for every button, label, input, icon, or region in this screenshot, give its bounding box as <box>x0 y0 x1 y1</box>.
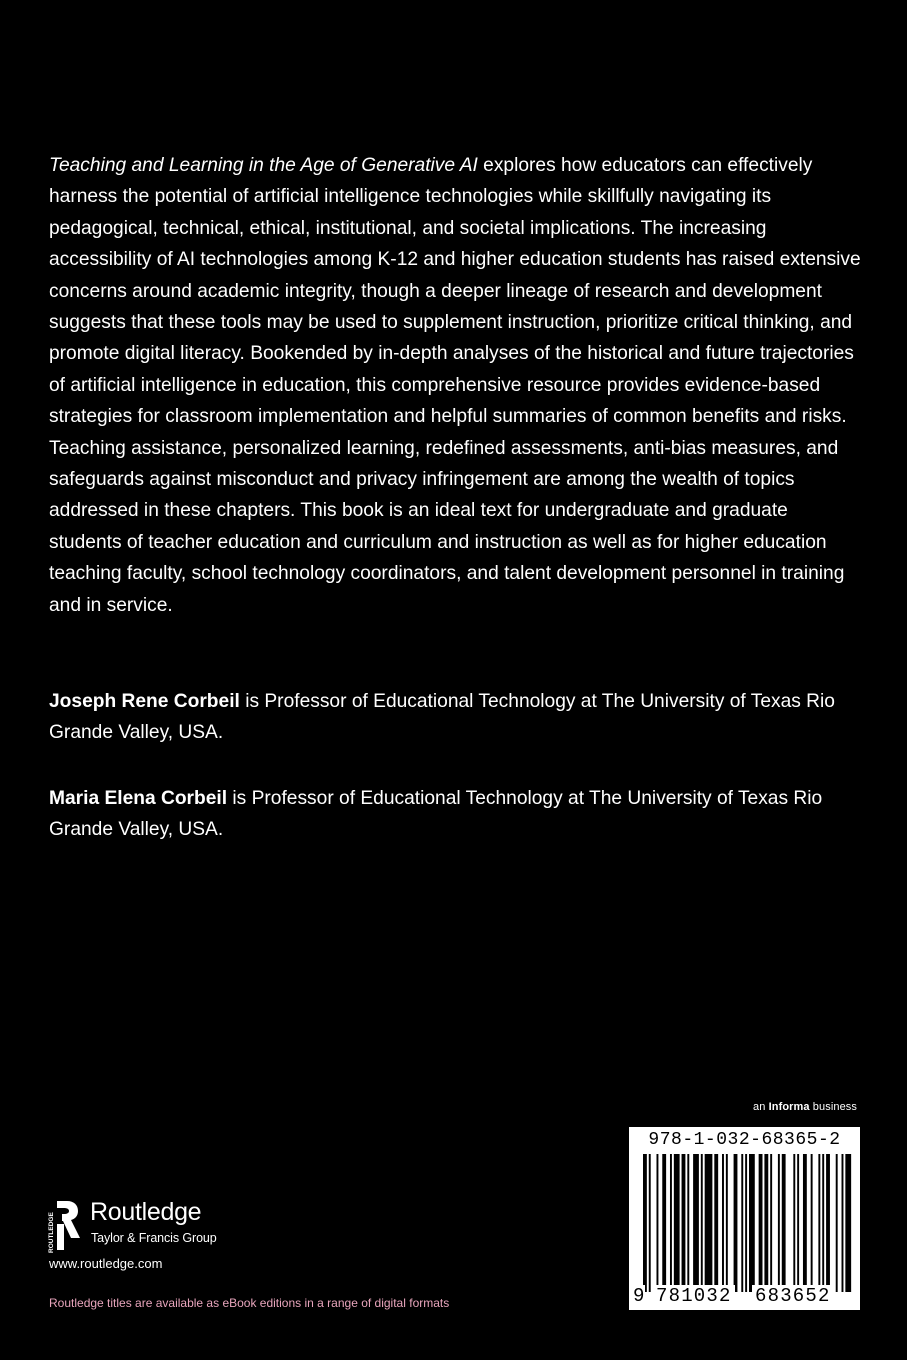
barcode-bar <box>734 1154 738 1292</box>
barcode-bar <box>782 1154 786 1292</box>
barcode-bar <box>656 1154 658 1292</box>
barcode-bar <box>793 1154 795 1292</box>
barcode-bar <box>674 1154 680 1292</box>
barcode-bar <box>662 1154 666 1292</box>
barcode-bar <box>818 1154 820 1292</box>
routledge-logo <box>45 1198 245 1254</box>
barcode-digit-first: 9 <box>633 1285 645 1307</box>
barcode-bar <box>701 1154 703 1292</box>
barcode-bar <box>803 1154 807 1292</box>
routledge-logo-mark <box>45 1198 83 1254</box>
barcode-bar <box>749 1154 755 1292</box>
barcode-bar <box>687 1154 689 1292</box>
isbn-barcode <box>629 1127 860 1310</box>
author-bio-text-1: is Professor of Educational Technology at The University of Texas Rio Grande Valley, USA. <box>49 691 835 744</box>
publisher-website: www.routledge.com <box>49 1256 163 1271</box>
informa-brand: Informa <box>768 1101 810 1113</box>
book-title-italic: Teaching and Learning in the Age of Generative AI <box>49 155 478 176</box>
author-name-2: Maria Elena Corbeil <box>49 788 228 809</box>
barcode-bar <box>705 1154 713 1292</box>
ebook-availability-note: Routledge titles are available as eBook editions in a range of digital formats <box>49 1296 450 1310</box>
barcode-bar <box>759 1154 763 1292</box>
book-description <box>49 150 864 621</box>
barcode-bar <box>722 1154 724 1292</box>
publisher-group: Taylor & Francis Group <box>91 1231 217 1245</box>
barcode-bar <box>764 1154 768 1292</box>
barcode-bar <box>845 1154 851 1292</box>
barcode-bar <box>822 1154 824 1292</box>
description-text: explores how educators can effectively harness the potential of artificial intelligence technologies while skillfully navigating its pedagogical, technical, ethical, institutional, and societal implications. The increasing accessibility of AI technologies among K-12 and higher education students has raised extensive concerns around academic integrity, though a deeper lineage of research and development suggests that these tools may be used to supplement instruction, prioritize critical thinking, and promote digital literacy. Bookended by in-depth analyses of the historical and future trajectories of artificial intelligence in education, this comprehensive resource provides evidence-based strategies for classroom implementation and helpful summaries of common benefits and risks. Teaching assistance, personalized learning, redefined assessments, anti-bias measures, and safeguards against misconduct and privacy infringement are among the wealth of topics addressed in these chapters. This book is an ideal text for undergraduate and graduate students of teacher education and curriculum and instruction as well as for higher education teaching faculty, school technology coordinators, and talent development personnel in training and in service. <box>49 155 861 616</box>
author-bio-2 <box>49 783 864 846</box>
barcode-bar <box>726 1154 728 1292</box>
barcode-bar <box>778 1154 780 1292</box>
barcode-bar <box>842 1154 844 1292</box>
barcode-bar <box>714 1154 718 1292</box>
barcode-digits-left: 781032 <box>653 1285 735 1307</box>
barcode-bar <box>745 1154 747 1292</box>
isbn-number: 978-1-032-68365-2 <box>648 1130 841 1150</box>
barcode-bar <box>682 1154 686 1292</box>
barcode-bar <box>741 1154 743 1292</box>
barcode-bar <box>811 1154 813 1292</box>
barcode-bar <box>770 1154 772 1292</box>
barcode-bars <box>643 1154 855 1292</box>
barcode-bar <box>643 1154 647 1292</box>
publisher-name: Routledge <box>90 1198 202 1226</box>
author-bio-text-2: is Professor of Educational Technology at The University of Texas Rio Grande Valley, USA. <box>49 788 823 841</box>
barcode-bar <box>836 1154 838 1292</box>
barcode-digits-right: 683652 <box>752 1285 834 1307</box>
barcode-bar <box>649 1154 651 1292</box>
barcode-bar <box>797 1154 799 1292</box>
logo-vertical-text: ROUTLEDGE <box>48 1212 55 1253</box>
author-bio-1 <box>49 686 864 749</box>
informa-business-label: an Informa business <box>753 1101 858 1113</box>
barcode-bar <box>693 1154 699 1292</box>
barcode-digits <box>629 1285 860 1310</box>
barcode-bar <box>670 1154 672 1292</box>
barcode-bar <box>826 1154 830 1292</box>
author-name-1: Joseph Rene Corbeil <box>49 691 240 712</box>
